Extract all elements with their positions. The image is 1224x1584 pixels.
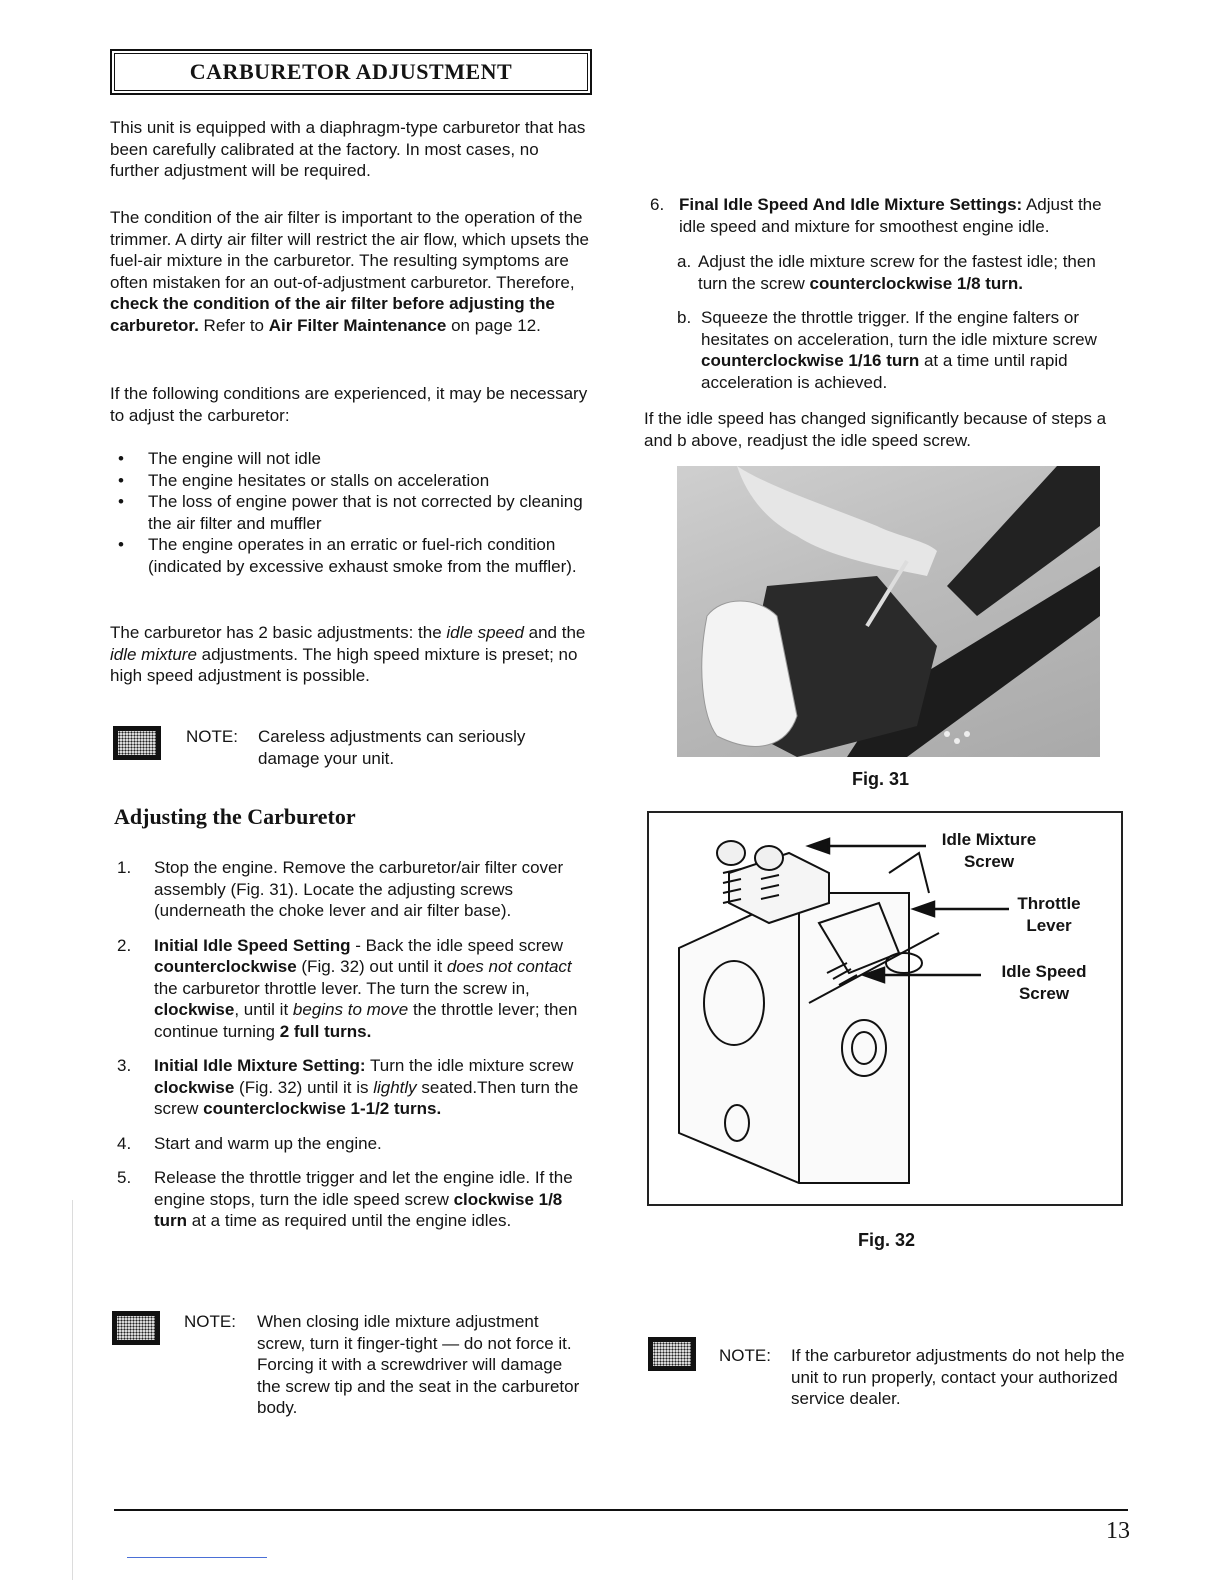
step-6b: b. Squeeze the throttle trigger. If the engine falters or hesitates on acceleration, turn the idle mixture screw counterclockwise 1/16 turn at a time until rapid acceleration is achieved. [677,308,1097,392]
label-idle-speed-screw: Idle Speed Screw [1001,962,1087,1003]
note-text: If the carburetor adjustments do not help the unit to run properly, contact your authorized service dealer. [791,1346,1125,1408]
label-throttle-lever: Throttle Lever [1017,894,1081,935]
intro-paragraph-2: The condition of the air filter is important to the operation of the trimmer. A dirty air filter will restrict the air flow, which upsets the fuel-air mixture in the carburetor. The resulting symptoms are often mistaken for an out-of-adjustment carburetor. Therefore, check the condition of the air filter before adjusting the carburetor. Refer to Air Filter Maintenance on page 12. [110,208,589,335]
note-icon [648,1337,696,1371]
step-6-followup: If the idle speed has changed significantly because of steps a and b above, readjust the idle speed screw. [644,409,1107,450]
list-item: 2. Initial Idle Speed Setting - Back the idle speed screw counterclockwise (Fig. 32) out until it does not contact the carburetor throttle lever. The turn the screw in, clockwise, until it begins to move the throttle lever; then continue turning 2 full turns. [117,935,578,1041]
step-6: 6. Final Idle Speed And Idle Mixture Settings: Adjust the idle speed and mixture for smoothest engine idle. [650,195,1102,236]
list-item: 5. Release the throttle trigger and let the engine idle. If the engine stops, turn the idle speed screw clockwise 1/8 turn at a time as required until the engine idles. [117,1168,573,1230]
list-item: • The engine hesitates or stalls on acceleration [118,470,588,492]
note-label: NOTE: [184,1312,236,1331]
fig32-diagram [647,811,1123,1206]
list-item: 1. Stop the engine. Remove the carburetor/air filter cover assembly (Fig. 31). Locate the adjusting screws (underneath the choke lever and air filter base). [117,858,564,920]
list-item: 3. Initial Idle Mixture Setting: Turn the idle mixture screw clockwise (Fig. 32) until it is lightly seated.Then turn the screw counterclockwise 1-1/2 turns. [117,1056,579,1118]
list-item: • The engine operates in an erratic or fuel-rich condition (indicated by excessive exhaust smoke from the muffler). [118,534,588,577]
page-title: CARBURETOR ADJUSTMENT [110,49,592,95]
intro-paragraph-3: If the following conditions are experienced, it may be necessary to adjust the carburetor: [110,384,588,425]
step-6a: a. Adjust the idle mixture screw for the fastest idle; then turn the screw counterclockwise 1/8 turn. [677,252,1096,293]
adjustment-steps [117,857,595,1245]
air-filter-maintenance-ref: Air Filter Maintenance [268,315,447,335]
footer-rule [114,1509,1128,1511]
note-label: NOTE: [186,727,238,746]
conditions-list [118,448,588,577]
label-idle-mixture-screw: Idle Mixture Screw [941,830,1037,871]
page-number: 13 [1106,1518,1130,1544]
scan-margin-line [72,1200,73,1580]
note-icon [112,1311,160,1345]
air-filter-check-emphasis: check the condition of the air filter before adjusting the carburetor. [110,294,555,335]
note-text: When closing idle mixture adjustment screw, turn it finger-tight — do not force it. Forcing it with a screwdriver will damage the screw tip and the seat in the carburetor body. [257,1312,580,1417]
intro-paragraph-1: This unit is equipped with a diaphragm-type carburetor that has been carefully calibrated at the factory. In most cases, no further adjustment will be required. [110,118,586,180]
list-item: 4. Start and warm up the engine. [117,1133,382,1153]
figure-caption: Fig. 32 [858,1230,916,1250]
note-label: NOTE: [719,1346,771,1365]
intro-paragraph-4: The carburetor has 2 basic adjustments: the idle speed and the idle mixture adjustments. The high speed mixture is preset; no high speed adjustment is possible. [110,623,586,685]
fig31-photo [677,466,1100,757]
note-icon [113,726,161,760]
note-text: Careless adjustments can seriously damage your unit. [258,727,526,768]
link-underline [127,1557,267,1558]
section-heading: Adjusting the Carburetor [114,804,356,829]
list-item: • The engine will not idle [118,448,588,470]
list-item: • The loss of engine power that is not corrected by cleaning the air filter and muffler [118,491,588,534]
figure-caption: Fig. 31 [852,769,910,789]
